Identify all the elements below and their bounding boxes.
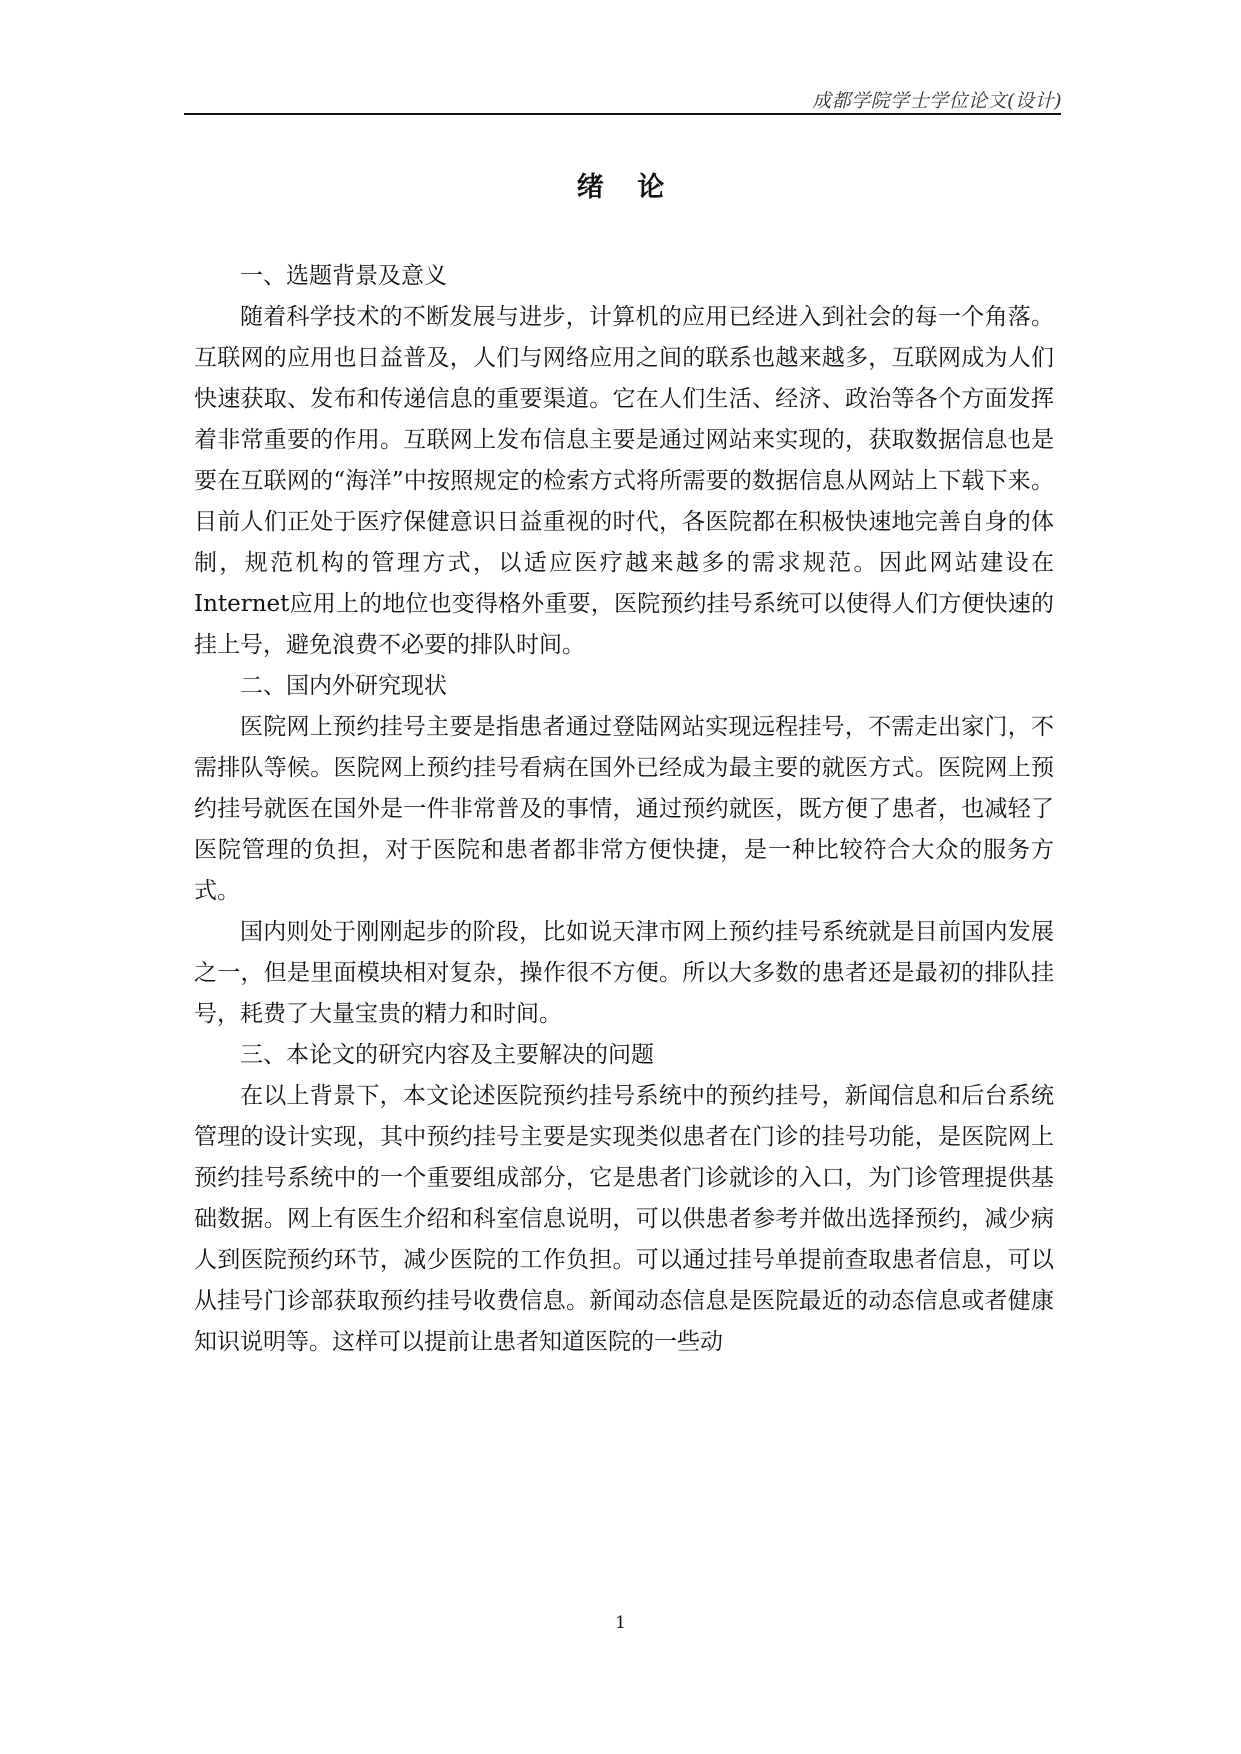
paragraph-background: 随着科学技术的不断发展与进步，计算机的应用已经进入到社会的每一个角落。互联网的应用也日益普及，人们与网络应用之间的联系也越来越多，互联网成为人们快速获取、发布和传递信息的重要渠道。它在人们生活、经济、政治等各个方面发挥着非常重要的作用。互联网上发布信息主要是通过网站来实现的，获取数据信息也是要在互联网的“海洋”中按照规定的检索方式将所需要的数据信息从网站上下载下来。目前人们正处于医疗保健意识日益重视的时代，各医院都在积极快速地完善自身的体制，规范机构的管理方式，以适应医疗越来越多的需求规范。因此网站建设在Internet应用上的地位也变得格外重要，医院预约挂号系统可以使得人们方便快速的挂上号，避免浪费不必要的排队时间。 xyxy=(194,304,1054,658)
page-number: 1 xyxy=(615,1613,626,1633)
paragraph-abroad-status: 医院网上预约挂号主要是指患者通过登陆网站实现远程挂号，不需走出家门，不需排队等候。医院网上预约挂号看病在国外已经成为最主要的就医方式。医院网上预约挂号就医在国外是一件非常普及的事情，通过预约就医，既方便了患者，也减轻了医院管理的负担，对于医院和患者都非常方便快捷，是一种比较符合大众的服务方式。 xyxy=(194,714,1054,904)
body-text xyxy=(194,256,1054,1363)
chapter-title: 绪 论 xyxy=(576,172,677,203)
running-header: 成都学院学士学位论文(设计) xyxy=(812,90,1062,112)
section-heading-1: 一、选题背景及意义 xyxy=(240,263,447,289)
paragraph-domestic-status: 国内则处于刚刚起步的阶段，比如说天津市网上预约挂号系统就是目前国内发展之一，但是里面模块相对复杂，操作很不方便。所以大多数的患者还是最初的排队挂号，耗费了大量宝贵的精力和时间。 xyxy=(194,919,1054,1027)
section-heading-3: 三、本论文的研究内容及主要解决的问题 xyxy=(240,1042,654,1068)
section-heading-2: 二、国内外研究现状 xyxy=(240,673,447,699)
paragraph-research-content: 在以上背景下，本文论述医院预约挂号系统中的预约挂号，新闻信息和后台系统管理的设计实现，其中预约挂号主要是实现类似患者在门诊的挂号功能，是医院网上预约挂号系统中的一个重要组成部分，它是患者门诊就诊的入口，为门诊管理提供基础数据。网上有医生介绍和科室信息说明，可以供患者参考并做出选择预约，减少病人到医院预约环节，减少医院的工作负担。可以通过挂号单提前查取患者信息，可以从挂号门诊部获取预约挂号收费信息。新闻动态信息是医院最近的动态信息或者健康知识说明等。这样可以提前让患者知道医院的一些动 xyxy=(194,1083,1054,1355)
header-rule xyxy=(184,113,1061,115)
